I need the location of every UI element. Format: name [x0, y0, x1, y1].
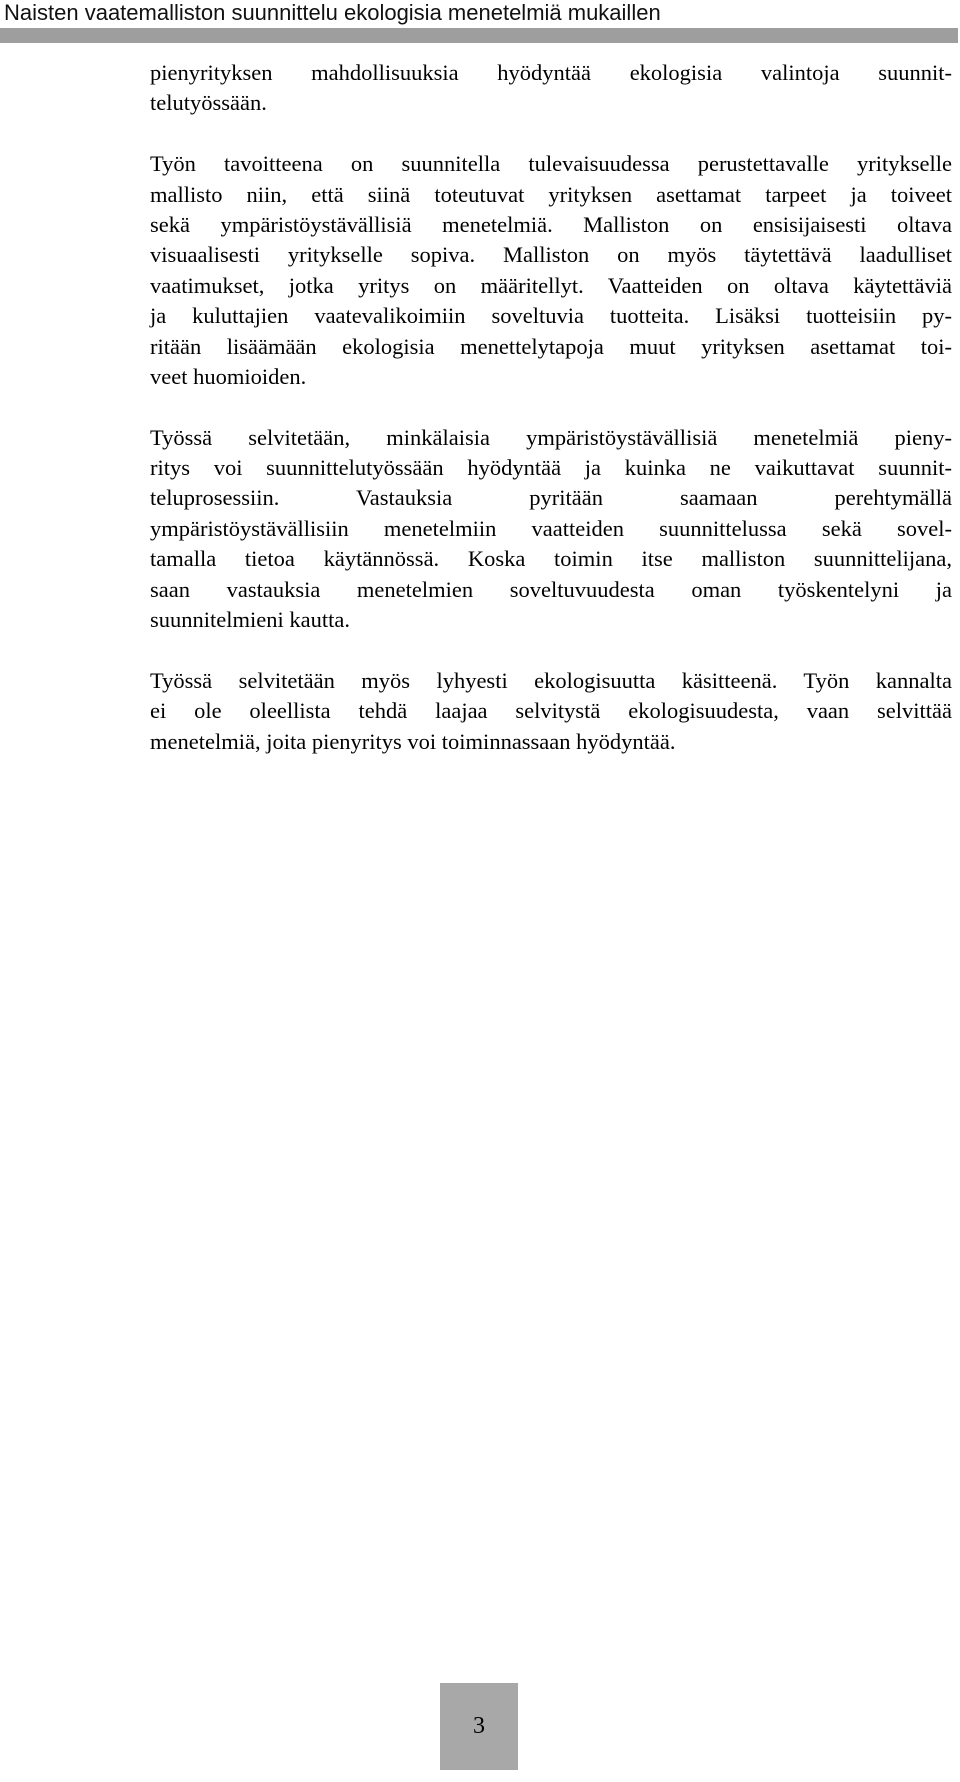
text-line: suunnitelmieni kautta. — [150, 607, 350, 633]
text-line: mallisto niin, että siinä toteutuvat yrityksen asettamat tarpeet ja toiveet — [150, 181, 952, 207]
text-line: ympäristöystävällisiin menetelmiin vaatteiden suunnittelussa sekä sovel- — [150, 515, 952, 541]
page-number: 3 — [473, 1713, 485, 1739]
text-line: saan vastauksia menetelmien soveltuvuudesta oman työskentelyni ja — [150, 576, 952, 602]
text-line: telutyössään. — [150, 90, 267, 116]
text-line: veet huomioiden. — [150, 363, 307, 389]
text-line: teluprosessiin. Vastauksia pyritään saamaan perehtymällä — [150, 485, 952, 511]
paragraph — [150, 149, 952, 392]
text-line: ei ole oleellista tehdä laajaa selvitystä ekologisuudesta, vaan selvittää — [150, 698, 952, 724]
header-rule — [0, 28, 958, 43]
text-line: sekä ympäristöystävällisiä menetelmiä. Malliston on ensisijaisesti oltava — [150, 211, 952, 237]
paragraph — [150, 423, 952, 636]
text-line: Työn tavoitteena on suunnitella tulevaisuudessa perustettavalle yritykselle — [150, 151, 952, 177]
text-line: vaatimukset, jotka yritys on määritellyt. Vaatteiden on oltava käytettäviä — [150, 272, 952, 298]
text-line: pienyrityksen mahdollisuuksia hyödyntää ekologisia valintoja suunnit- — [150, 60, 952, 85]
paragraph — [150, 666, 952, 757]
text-line: ja kuluttajien vaatevalikoimiin soveltuvia tuotteita. Lisäksi tuotteisiin py- — [150, 303, 952, 329]
page-header — [0, 0, 958, 32]
paragraph — [150, 58, 952, 119]
body-text — [150, 58, 952, 787]
text-line: visuaalisesti yritykselle sopiva. Malliston on myös täytettävä laadulliset — [150, 242, 952, 268]
page-number-box — [440, 1683, 518, 1770]
document-title: Naisten vaatemalliston suunnittelu ekologisia menetelmiä mukaillen — [4, 0, 661, 25]
text-line: Työssä selvitetään, minkälaisia ympäristöystävällisiä menetelmiä pieny- — [150, 424, 952, 450]
text-line: Työssä selvitetään myös lyhyesti ekologisuutta käsitteenä. Työn kannalta — [150, 667, 952, 693]
text-line: ritään lisäämään ekologisia menettelytapoja muut yrityksen asettamat toi- — [150, 333, 952, 359]
text-line: tamalla tietoa käytännössä. Koska toimin itse malliston suunnittelijana, — [150, 546, 952, 572]
text-line: menetelmiä, joita pienyritys voi toiminnassaan hyödyntää. — [150, 728, 676, 754]
text-line: ritys voi suunnittelutyössään hyödyntää ja kuinka ne vaikuttavat suunnit- — [150, 455, 952, 481]
